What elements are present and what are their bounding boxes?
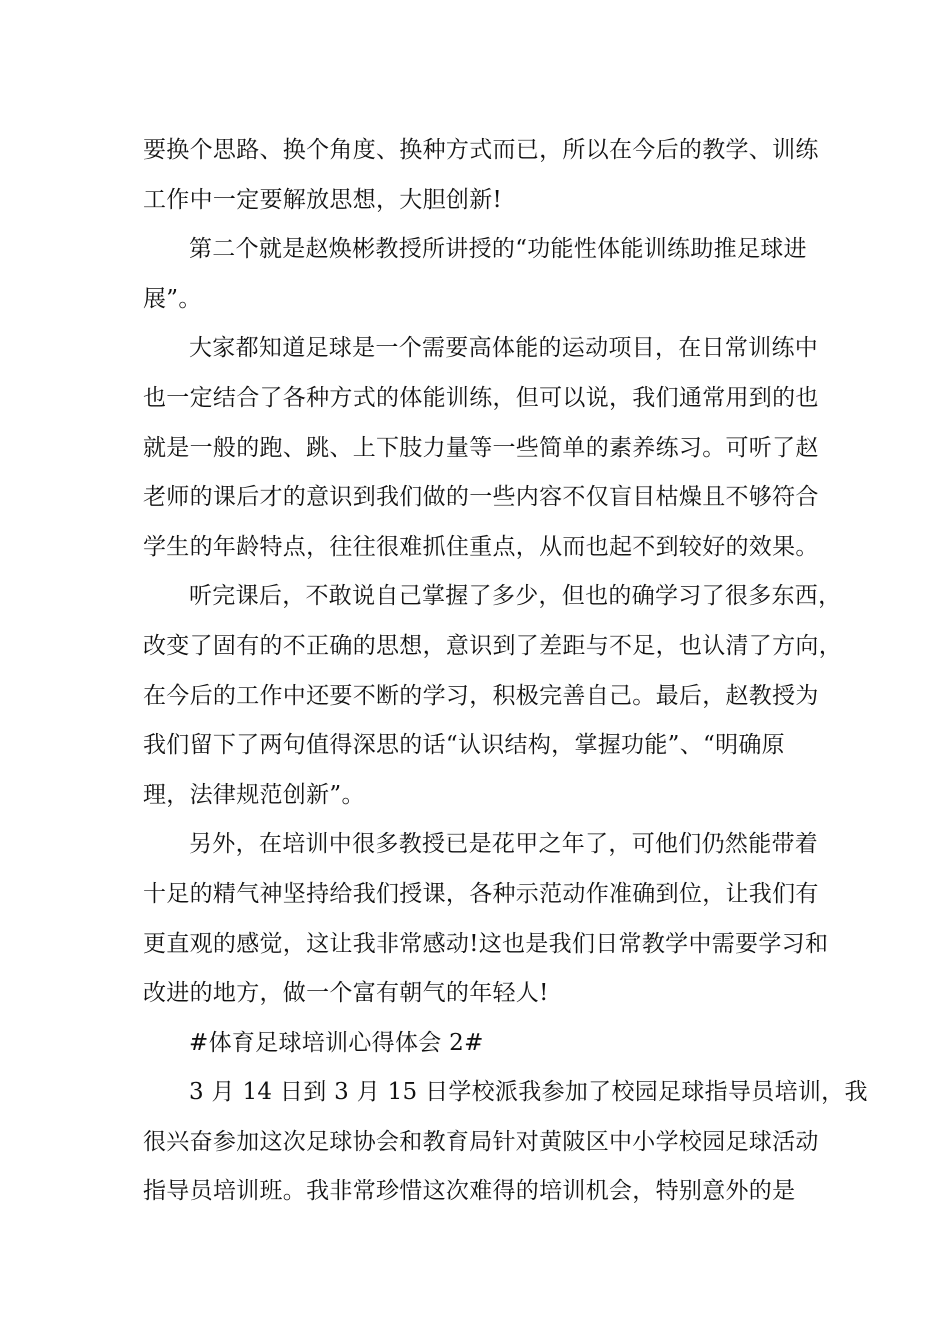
paragraph-3 bbox=[143, 324, 819, 572]
section-heading bbox=[143, 1019, 811, 1069]
text-line: 改变了固有的不正确的思想，意识到了差距与不足，也认清了方向， bbox=[143, 632, 842, 659]
paragraph-4 bbox=[143, 572, 842, 820]
text-line: 学生的年龄特点，往往很难抓住重点，从而也起不到较好的效果。 bbox=[143, 533, 819, 560]
paragraph-2 bbox=[143, 225, 811, 324]
text-line: 听完课后，不敢说自己掌握了多少，但也的确学习了很多东西， bbox=[189, 583, 842, 610]
text-line: 就是一般的跑、跳、上下肢力量等一些简单的素养练习。可听了赵 bbox=[143, 434, 819, 461]
text-line: 指导员培训班。我非常珍惜这次难得的培训机会，特别意外的是 bbox=[143, 1178, 796, 1205]
text-line: 要换个思路、换个角度、换种方式而已，所以在今后的教学、训练 bbox=[143, 137, 819, 163]
text-line: 更直观的感觉，这让我非常感动!这也是我们日常教学中需要学习和 bbox=[143, 930, 829, 957]
text-line: 大家都知道足球是一个需要高体能的运动项目，在日常训练中 bbox=[189, 335, 819, 362]
paragraph-6 bbox=[143, 1068, 868, 1217]
text-line: 另外，在培训中很多教授已是花甲之年了，可他们仍然能带着 bbox=[189, 831, 819, 858]
text-line: 我们留下了两句值得深思的话“认识结构，掌握功能”、“明确原 bbox=[143, 732, 785, 759]
heading-text: #体育足球培训心得体会 2# bbox=[189, 1029, 484, 1056]
paragraph-5 bbox=[143, 820, 829, 1018]
text-line: 改进的地方，做一个富有朝气的年轻人! bbox=[143, 980, 549, 1007]
text-line: 展”。 bbox=[143, 285, 202, 312]
text-line: 工作中一定要解放思想，大胆创新! bbox=[143, 186, 503, 213]
text-line: 第二个就是赵焕彬教授所讲授的“功能性体能训练助推足球进 bbox=[189, 236, 807, 263]
text-line: 很兴奋参加这次足球协会和教育局针对黄陂区中小学校园足球活动 bbox=[143, 1128, 819, 1155]
paragraph-1 bbox=[143, 126, 819, 225]
document-body bbox=[143, 126, 868, 1217]
text-line: 理，法律规范创新”。 bbox=[143, 781, 365, 808]
text-line: 十足的精气神坚持给我们授课，各种示范动作准确到位，让我们有 bbox=[143, 880, 819, 907]
text-line: 也一定结合了各种方式的体能训练，但可以说，我们通常用到的也 bbox=[143, 384, 819, 411]
text-line: 3 月 14 日到 3 月 15 日学校派我参加了校园足球指导员培训，我 bbox=[189, 1079, 868, 1106]
text-line: 老师的课后才的意识到我们做的一些内容不仅盲目枯燥且不够符合 bbox=[143, 484, 819, 511]
text-line: 在今后的工作中还要不断的学习，积极完善自己。最后，赵教授为 bbox=[143, 682, 819, 709]
